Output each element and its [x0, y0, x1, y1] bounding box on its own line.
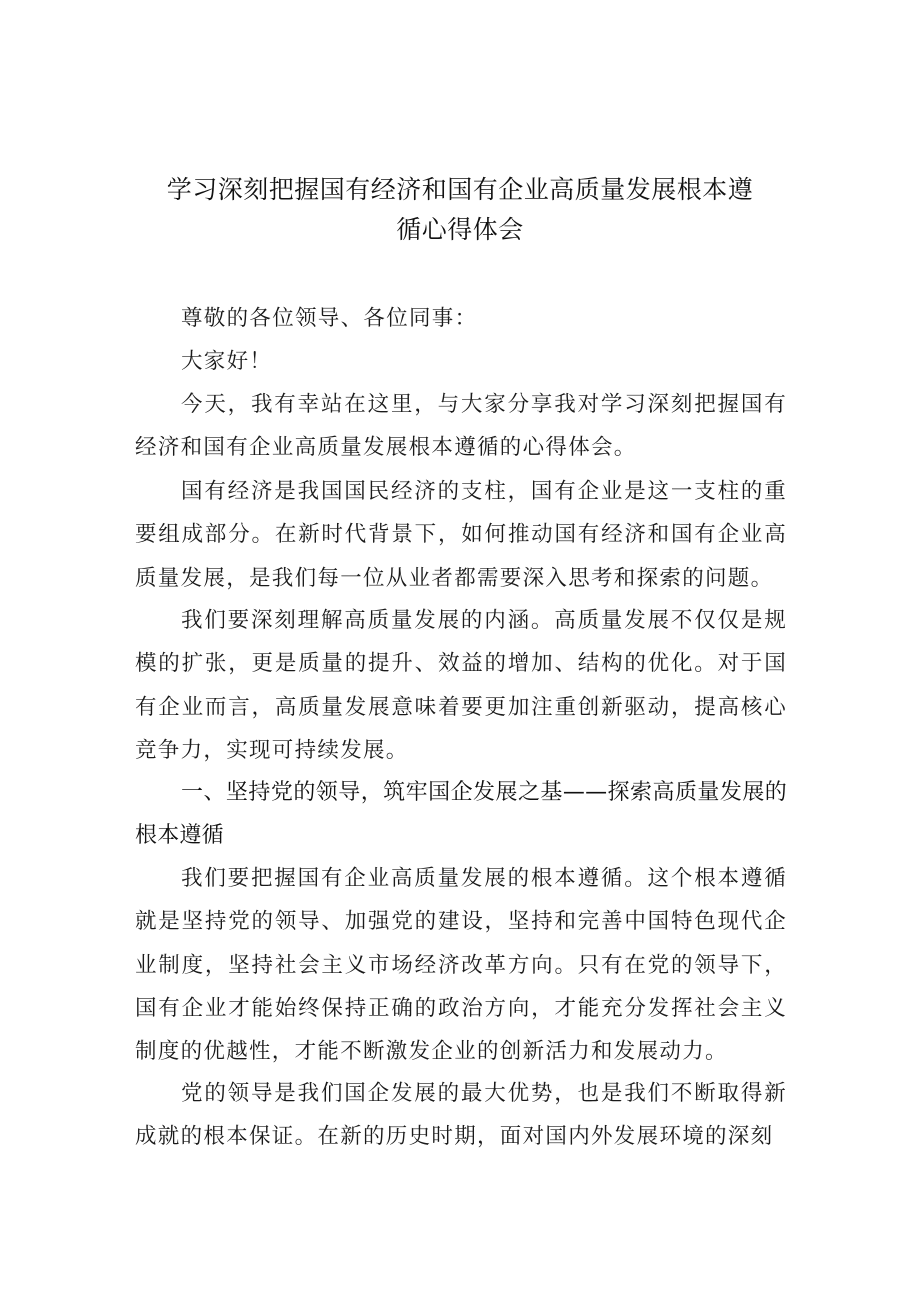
greeting: 大家好！ — [181, 349, 273, 374]
section-heading: 一、坚持党的领导，筑牢国企发展之基——探索高质量发展的根本遵循 — [135, 780, 787, 848]
paragraph-intro: 今天，我有幸站在这里，与大家分享我对学习深刻把握国有经济和国有企业高质量发展根本遵循的心得体会。 — [135, 392, 787, 461]
paragraph-fundamental-principle: 我们要把握国有企业高质量发展的根本遵循。这个根本遵循就是坚持党的领导、加强党的建设，坚持和完善中国特色现代企业制度，坚持社会主义市场经济改革方向。只有在党的领导下，国有企业才能始终保持正确的政治方向，才能充分发挥社会主义制度的优越性，才能不断激发企业的创新活力和发展动力。 — [135, 866, 787, 1065]
title-line-2: 循心得体会 — [396, 215, 524, 244]
salutation: 尊敬的各位领导、各位同事： — [181, 306, 478, 331]
paragraph-party-leadership: 党的领导是我们国企发展的最大优势，也是我们不断取得新成就的根本保证。在新的历史时期，面对国内外发展环境的深刻 — [135, 1081, 787, 1150]
title-line-1: 学习深刻把握国有经济和国有企业高质量发展根本遵 — [166, 175, 754, 204]
paragraph-state-economy: 国有经济是我国国民经济的支柱，国有企业是这一支柱的重要组成部分。在新时代背景下，如何推动国有经济和国有企业高质量发展，是我们每一位从业者都需要深入思考和探索的问题。 — [135, 479, 787, 591]
document-title — [120, 170, 800, 250]
paragraph-high-quality: 我们要深刻理解高质量发展的内涵。高质量发展不仅仅是规模的扩张，更是质量的提升、效益的增加、结构的优化。对于国有企业而言，高质量发展意味着要更加注重创新驱动，提高核心竞争力，实现可持续发展。 — [135, 608, 787, 763]
